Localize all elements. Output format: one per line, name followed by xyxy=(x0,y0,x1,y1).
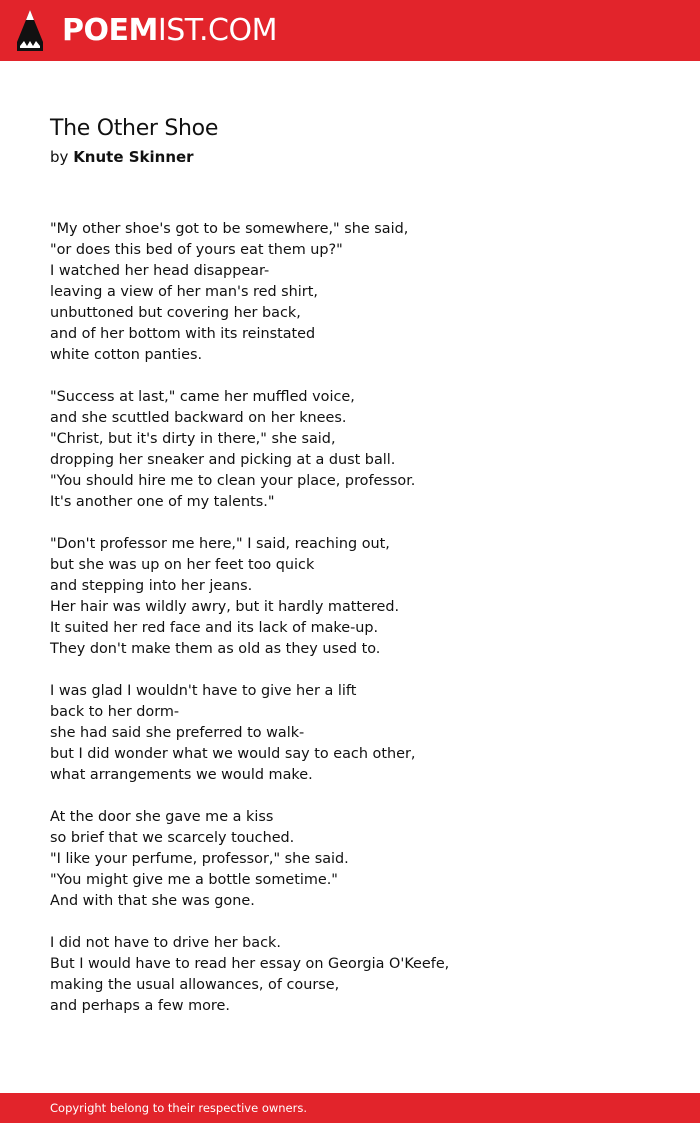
poem-stanza xyxy=(50,807,670,912)
poem-line: "Don't professor me here," I said, reaching out, xyxy=(50,536,390,552)
poem-line: "You should hire me to clean your place, professor. xyxy=(50,473,416,489)
logo-bold-text: POEM xyxy=(62,13,158,48)
poem-line: And with that she was gone. xyxy=(50,893,255,909)
poem-line: I watched her head disappear- xyxy=(50,263,270,279)
poem-line: "or does this bed of yours eat them up?" xyxy=(50,242,343,258)
poem-line: It suited her red face and its lack of make-up. xyxy=(50,620,379,636)
poem-line: At the door she gave me a kiss xyxy=(50,809,274,825)
poem-line: and perhaps a few more. xyxy=(50,998,230,1014)
poem-line: and she scuttled backward on her knees. xyxy=(50,410,347,426)
poem-line: leaving a view of her man's red shirt, xyxy=(50,284,318,300)
site-footer xyxy=(0,1093,700,1123)
poem-line: "I like your perfume, professor," she said. xyxy=(50,851,349,867)
poem-line: back to her dorm- xyxy=(50,704,180,720)
poem-stanza xyxy=(50,933,670,1017)
poem-line: unbuttoned but covering her back, xyxy=(50,305,301,321)
poem-line: dropping her sneaker and picking at a dust ball. xyxy=(50,452,396,468)
poem-line: "Christ, but it's dirty in there," she said, xyxy=(50,431,336,447)
poem-line: It's another one of my talents." xyxy=(50,494,275,510)
poem-line: but I did wonder what we would say to each other, xyxy=(50,746,416,762)
poem-line: so brief that we scarcely touched. xyxy=(50,830,295,846)
poem-line: white cotton panties. xyxy=(50,347,203,363)
poem-line: she had said she preferred to walk- xyxy=(50,725,305,741)
poem-line: "My other shoe's got to be somewhere," she said, xyxy=(50,221,409,237)
poem-stanza xyxy=(50,534,670,660)
copyright-notice: Copyright belong to their respective owners. xyxy=(50,1101,308,1115)
poem-line: making the usual allowances, of course, xyxy=(50,977,340,993)
poem-line: "You might give me a bottle sometime." xyxy=(50,872,338,888)
pencil-icon[interactable] xyxy=(17,10,43,51)
poem-body xyxy=(50,219,670,1038)
poem-line: I did not have to drive her back. xyxy=(50,935,281,951)
author-name: Knute Skinner xyxy=(73,148,194,166)
poem-line: But I would have to read her essay on Georgia O'Keefe, xyxy=(50,956,450,972)
byline-prefix: by xyxy=(50,148,69,166)
site-logo[interactable] xyxy=(62,11,277,51)
poem-line: They don't make them as old as they used to. xyxy=(50,641,381,657)
byline xyxy=(50,148,194,166)
logo-light-text: IST.COM xyxy=(157,13,277,48)
site-header xyxy=(0,0,700,61)
poem-line: and stepping into her jeans. xyxy=(50,578,253,594)
poem-stanza xyxy=(50,681,670,786)
poem-line: "Success at last," came her muffled voice, xyxy=(50,389,355,405)
poem-title: The Other Shoe xyxy=(50,116,219,141)
poem-stanza xyxy=(50,219,670,366)
poem-line: and of her bottom with its reinstated xyxy=(50,326,316,342)
poem-line: I was glad I wouldn't have to give her a lift xyxy=(50,683,357,699)
poem-line: but she was up on her feet too quick xyxy=(50,557,315,573)
poem-stanza xyxy=(50,387,670,513)
poem-line: Her hair was wildly awry, but it hardly mattered. xyxy=(50,599,400,615)
poem-line: what arrangements we would make. xyxy=(50,767,313,783)
